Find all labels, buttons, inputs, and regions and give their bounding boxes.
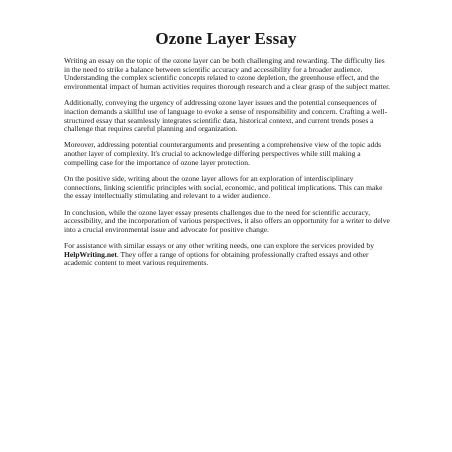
paragraph-urgency: Additionally, conveying the urgency of addressing ozone layer issues and the potential consequences of inaction demands a skillful use of language to evoke a sense of responsibility and concern. Crafting a well-structured essay that seamlessly integrates scientific data, historical context, and current trends poses a challenge that requires careful planning and organization.: [64, 98, 388, 134]
paragraph-closing: [64, 242, 392, 268]
document-body: [64, 57, 392, 276]
closing-text-after: . They offer a range of options for obtaining professionally crafted essays and other academic content to meet various requirements.: [64, 249, 369, 268]
paragraph-positive-side: On the positive side, writing about the ozone layer allows for an exploration of interdisciplinary connections, linking scientific principles with social, economic, and political implications. This can make the essay intellectually stimulating and relevant to a wider audience.: [64, 174, 383, 201]
closing-text-before: For assistance with similar essays or any other writing needs, one can explore the services provided by: [64, 241, 374, 251]
document-title: Ozone Layer Essay: [155, 29, 297, 48]
paragraph-intro: Writing an essay on the topic of the ozone layer can be both challenging and rewarding. The difficulty lies in the need to strike a balance between scientific accuracy and accessibility for a broader audience. Understanding the complex scientific concepts related to ozone depletion, the greenhouse effect, and the environmental impact of human activities requires thorough research and a clear grasp of the subject matter.: [64, 56, 391, 91]
paragraph-counterarguments: Moreover, addressing potential counterarguments and presenting a comprehensive view of the topic adds another layer of complexity. It's crucial to acknowledge differing perspectives while still making a compelling case for the importance of ozone layer protection.: [64, 140, 382, 167]
helpwriting-brand-name: HelpWriting.net: [64, 249, 117, 259]
paragraph-conclusion: In conclusion, while the ozone layer essay presents challenges due to the need for scientific accuracy, accessibility, and the incorporation of various perspectives, it also offers an opportunity for a writer to delve into a crucial environmental issue and advocate for positive change.: [64, 207, 390, 234]
